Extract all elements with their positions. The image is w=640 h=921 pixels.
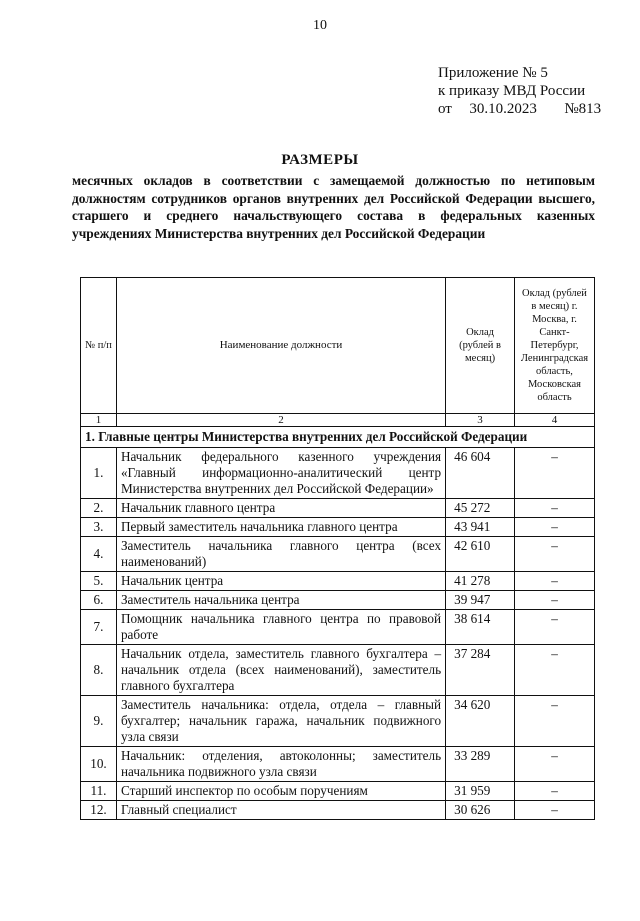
cell-salary: 42 610: [446, 537, 515, 572]
appendix-date: 30.10.2023: [469, 101, 537, 117]
header-row: [81, 278, 595, 414]
cell-moscow: –: [514, 537, 594, 572]
cell-moscow: –: [514, 610, 594, 645]
cell-salary: 34 620: [446, 696, 515, 747]
table-row: [81, 747, 595, 782]
cell-name: Главный специалист: [116, 801, 445, 820]
cell-num: 9.: [81, 696, 117, 747]
cell-moscow: –: [514, 499, 594, 518]
cell-name: Заместитель начальника главного центра (всех наименований): [116, 537, 445, 572]
cell-num: 5.: [81, 572, 117, 591]
cell-name: Старший инспектор по особым поручениям: [116, 782, 445, 801]
cell-num: 4.: [81, 537, 117, 572]
appendix-line2: к приказу МВД России: [438, 83, 586, 99]
cell-name: Начальник главного центра: [116, 499, 445, 518]
page-number: 10: [313, 18, 327, 33]
document-title: РАЗМЕРЫ: [281, 152, 359, 168]
cell-moscow: –: [514, 591, 594, 610]
column-numbers-row: [81, 414, 595, 427]
column-number: 2: [116, 414, 445, 427]
table-row: [81, 801, 595, 820]
cell-salary: 30 626: [446, 801, 515, 820]
header-num: № п/п: [81, 278, 117, 414]
cell-salary: 43 941: [446, 518, 515, 537]
appendix-from-label: от: [438, 101, 452, 117]
section-title: 1. Главные центры Министерства внутренних дел Российской Федерации: [81, 427, 595, 448]
table-row: [81, 499, 595, 518]
cell-moscow: –: [514, 572, 594, 591]
cell-salary: 39 947: [446, 591, 515, 610]
cell-moscow: –: [514, 696, 594, 747]
cell-moscow: –: [514, 518, 594, 537]
table-row: [81, 591, 595, 610]
cell-name: Заместитель начальника центра: [116, 591, 445, 610]
appendix-line1: Приложение № 5: [438, 65, 548, 81]
salary-table: [80, 277, 595, 820]
cell-num: 11.: [81, 782, 117, 801]
cell-salary: 33 289: [446, 747, 515, 782]
table-row: [81, 448, 595, 499]
cell-salary: 37 284: [446, 645, 515, 696]
cell-name: Начальник центра: [116, 572, 445, 591]
header-salary: Оклад (рублей в месяц): [446, 278, 515, 414]
cell-name: Заместитель начальника: отдела, отдела – главный бухгалтер; начальник гаража, начальник подвижного узла связи: [116, 696, 445, 747]
appendix-number: №813: [564, 101, 602, 117]
table-row: [81, 518, 595, 537]
cell-salary: 41 278: [446, 572, 515, 591]
cell-salary: 45 272: [446, 499, 515, 518]
cell-num: 7.: [81, 610, 117, 645]
cell-salary: 38 614: [446, 610, 515, 645]
appendix-line3: [438, 100, 601, 118]
cell-moscow: –: [514, 747, 594, 782]
cell-moscow: –: [514, 801, 594, 820]
table-row: [81, 696, 595, 747]
cell-name: Начальник: отделения, автоколонны; заместитель начальника подвижного узла связи: [116, 747, 445, 782]
table-row: [81, 645, 595, 696]
cell-salary: 46 604: [446, 448, 515, 499]
appendix-block: [438, 64, 601, 118]
cell-num: 3.: [81, 518, 117, 537]
cell-moscow: –: [514, 448, 594, 499]
table-row: [81, 782, 595, 801]
section-row: [81, 427, 595, 448]
cell-moscow: –: [514, 645, 594, 696]
cell-num: 6.: [81, 591, 117, 610]
cell-moscow: –: [514, 782, 594, 801]
header-name: Наименование должности: [116, 278, 445, 414]
cell-salary: 31 959: [446, 782, 515, 801]
column-number: 4: [514, 414, 594, 427]
cell-num: 10.: [81, 747, 117, 782]
table-row: [81, 610, 595, 645]
header-moscow: Оклад (рублей в месяц) г. Москва, г. Санкт-Петербург, Ленинградская область, Московская область: [514, 278, 594, 414]
cell-name: Начальник отдела, заместитель главного бухгалтера – начальник отдела (всех наименований), заместитель главного бухгалтера: [116, 645, 445, 696]
cell-num: 1.: [81, 448, 117, 499]
table-row: [81, 572, 595, 591]
cell-name: Начальник федерального казенного учреждения «Главный информационно-аналитический центр Министерства внутренних дел Российской Федерации»: [116, 448, 445, 499]
column-number: 1: [81, 414, 117, 427]
cell-num: 12.: [81, 801, 117, 820]
table-row: [81, 537, 595, 572]
cell-num: 2.: [81, 499, 117, 518]
cell-num: 8.: [81, 645, 117, 696]
cell-name: Первый заместитель начальника главного центра: [116, 518, 445, 537]
cell-name: Помощник начальника главного центра по правовой работе: [116, 610, 445, 645]
document-subtitle: месячных окладов в соответствии с замещаемой должностью по нетиповым должностям сотрудников органов внутренних дел Российской Федерации высшего, старшего и среднего начальствующего состава в федеральных казенных учреждениях Министерства внутренних дел Российской Федерации: [72, 173, 595, 241]
column-number: 3: [446, 414, 515, 427]
